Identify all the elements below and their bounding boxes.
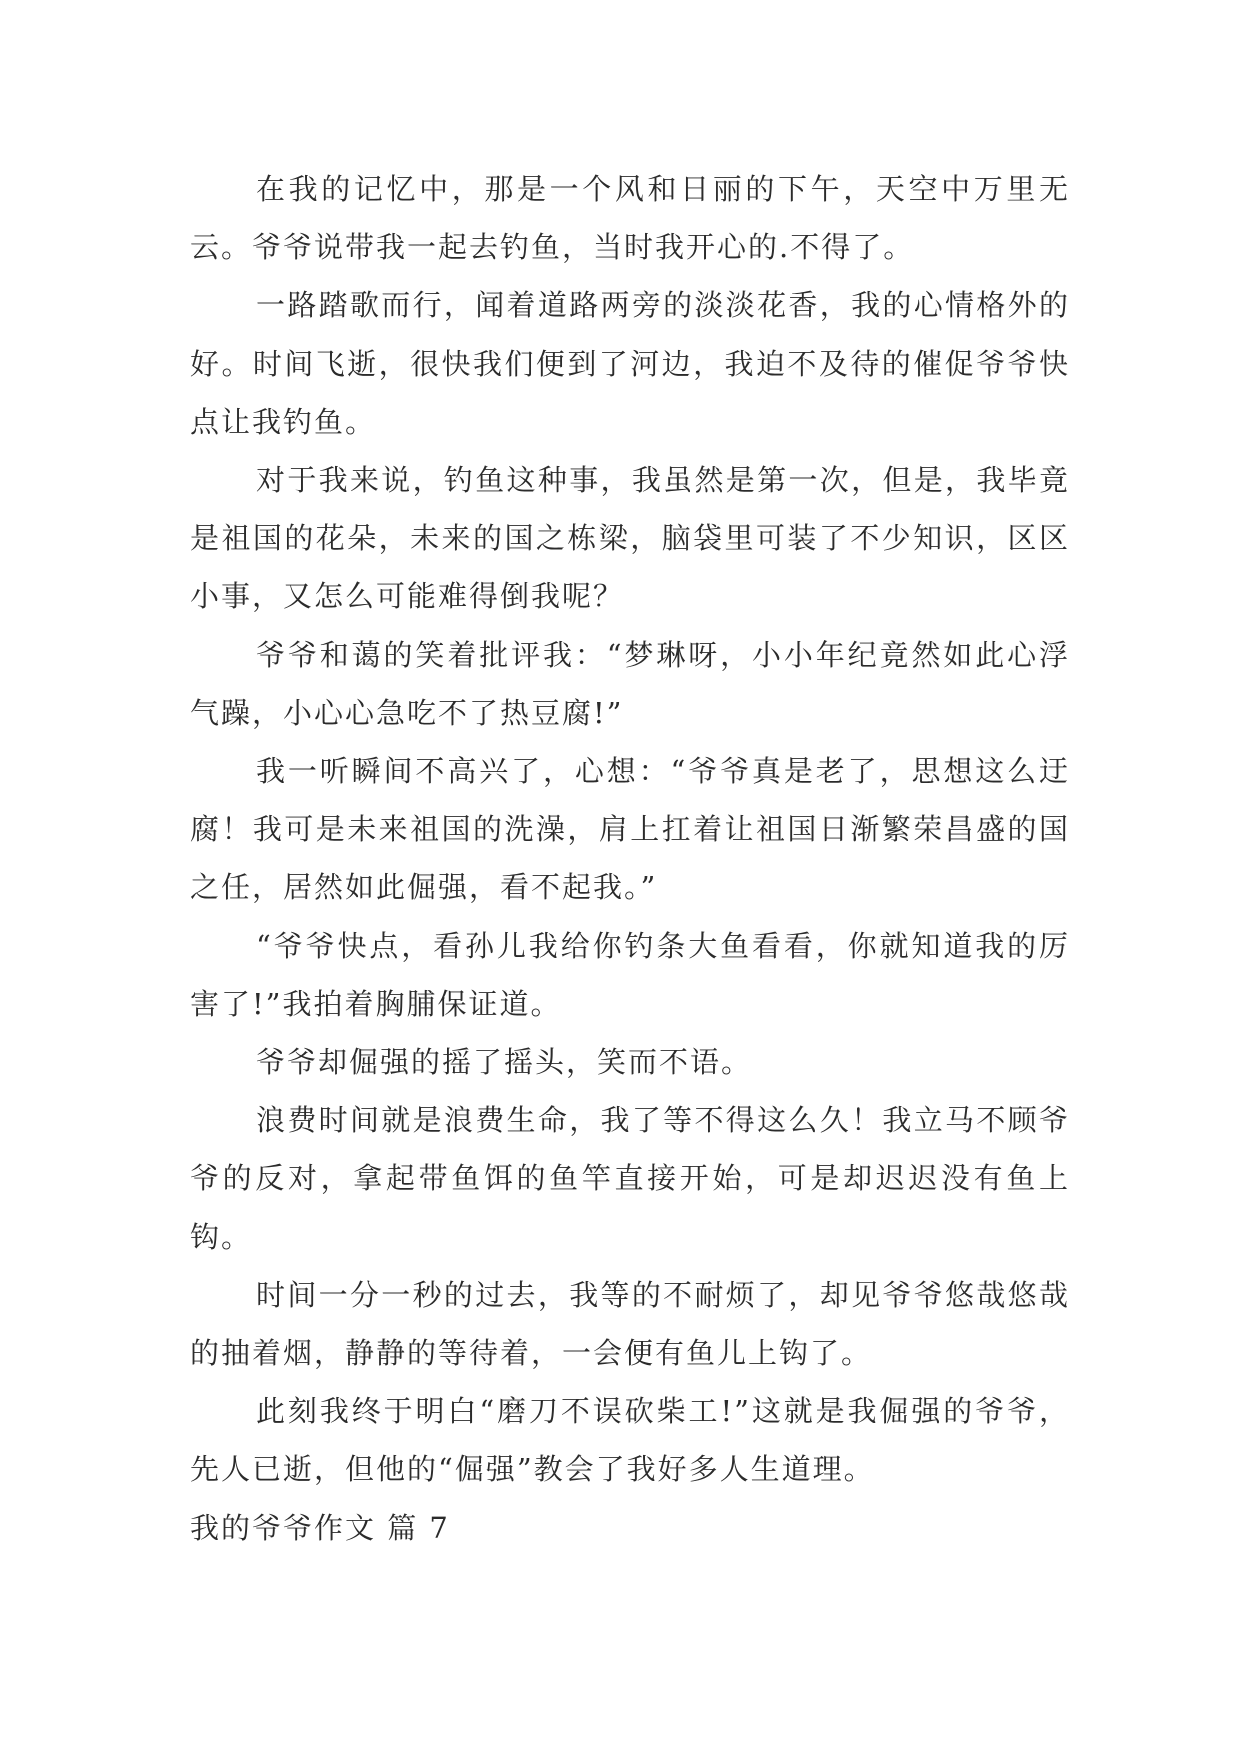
article-body (190, 160, 1070, 1557)
paragraph-4: 爷爷和蔼的笑着批评我：“梦琳呀，小小年纪竟然如此心浮气躁，小心心急吃不了热豆腐!” (190, 637, 1070, 730)
section-heading: 我的爷爷作文 篇 7 (190, 1510, 450, 1545)
paragraph-7: 爷爷却倔强的摇了摇头，笑而不语。 (256, 1045, 753, 1080)
paragraph-3: 对于我来说，钓鱼这种事，我虽然是第一次，但是，我毕竟是祖国的花朵，未来的国之栋梁，脑袋里可装了不少知识，区区小事，又怎么可能难得倒我呢？ (190, 463, 1070, 614)
paragraph-10: 此刻我终于明白“磨刀不误砍柴工!”这就是我倔强的爷爷，先人已逝，但他的“倔强”教会了我好多人生道理。 (190, 1394, 1070, 1487)
paragraph-5: 我一听瞬间不高兴了，心想：“爷爷真是老了，思想这么迂腐！我可是未来祖国的洗澡，肩上扛着让祖国日渐繁荣昌盛的国之任，居然如此倔强，看不起我。” (190, 754, 1070, 905)
paragraph-6: “爷爷快点，看孙儿我给你钓条大鱼看看，你就知道我的厉害了!”我拍着胸脯保证道。 (190, 928, 1070, 1021)
paragraph-9: 时间一分一秒的过去，我等的不耐烦了，却见爷爷悠哉悠哉的抽着烟，静静的等待着，一会便有鱼儿上钩了。 (190, 1277, 1070, 1371)
paragraph-1: 在我的记忆中，那是一个风和日丽的下午，天空中万里无云。爷爷说带我一起去钓鱼，当时我开心的.不得了。 (190, 172, 1070, 265)
paragraph-8: 浪费时间就是浪费生命，我了等不得这么久！我立马不顾爷爷的反对，拿起带鱼饵的鱼竿直接开始，可是却迟迟没有鱼上钩。 (190, 1103, 1070, 1254)
paragraph-2: 一路踏歌而行，闻着道路两旁的淡淡花香，我的心情格外的好。时间飞逝，很快我们便到了河边，我迫不及待的催促爷爷快点让我钓鱼。 (190, 288, 1070, 439)
